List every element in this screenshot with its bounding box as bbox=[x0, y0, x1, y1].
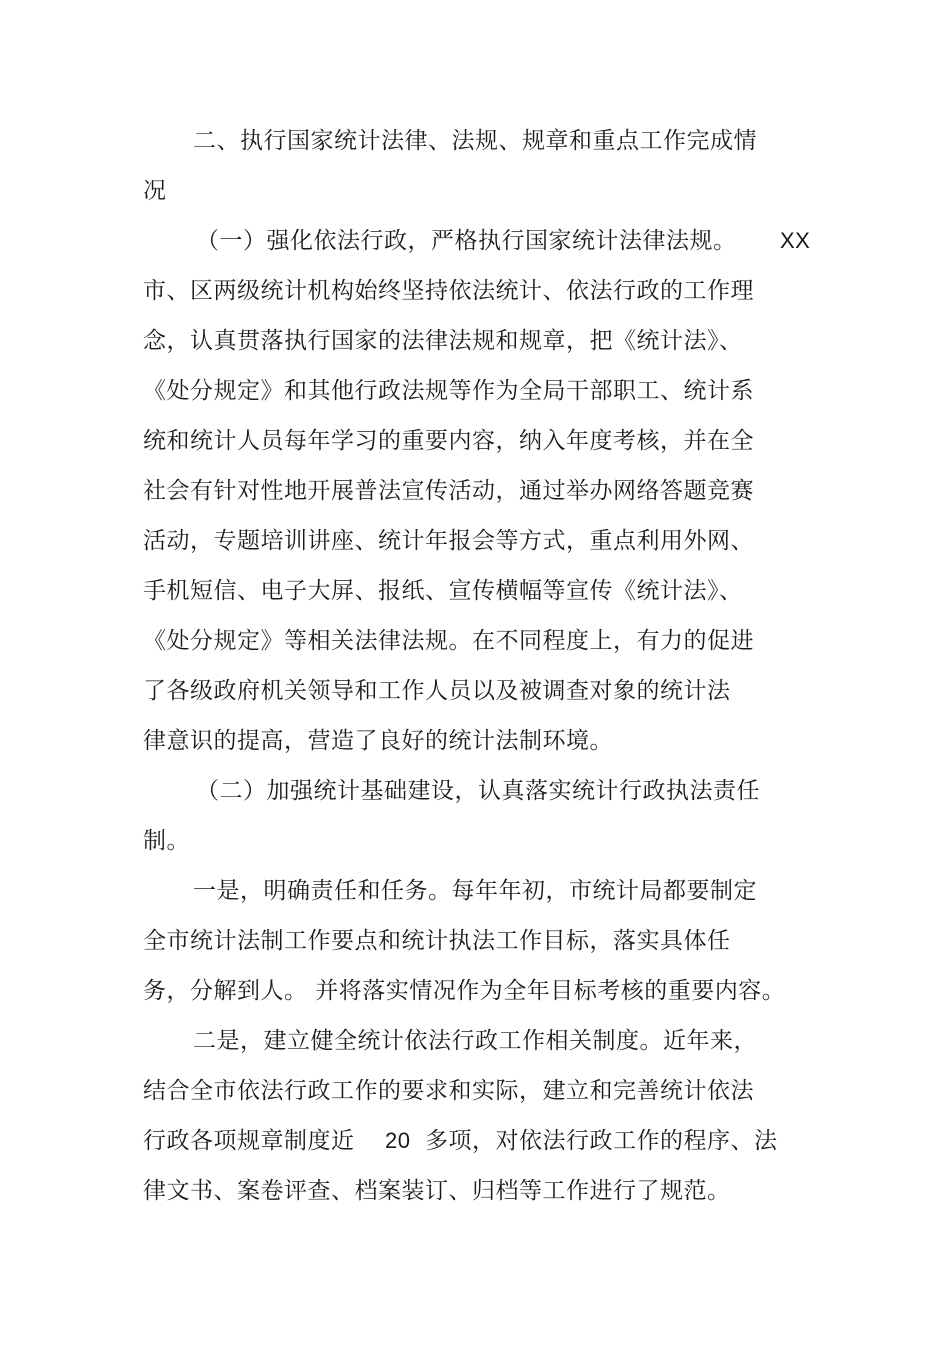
section-heading-2-cont: 况 bbox=[143, 178, 167, 204]
subheading-1: （一）强化依法行政，严格执行国家统计法律法规。 bbox=[196, 228, 737, 254]
paragraph-line: 手机短信、电子大屏、报纸、宣传横幅等宣传《统计法》、 bbox=[143, 578, 743, 604]
paragraph-line: 社会有针对性地开展普法宣传活动，通过举办网络答题竞赛 bbox=[143, 478, 754, 504]
paragraph-line: 二是，建立健全统计依法行政工作相关制度。近年来， bbox=[193, 1028, 757, 1054]
paragraph-line: 行政各项规章制度近 bbox=[143, 1128, 355, 1154]
paragraph-line: 活动，专题培训讲座、统计年报会等方式，重点利用外网、 bbox=[143, 528, 754, 554]
number-twenty: 20 bbox=[385, 1128, 411, 1153]
paragraph-line: 多项，对依法行政工作的程序、法 bbox=[425, 1128, 778, 1154]
paragraph-line: 了各级政府机关领导和工作人员以及被调查对象的统计法 bbox=[143, 678, 731, 704]
subheading-2-cont: 制。 bbox=[143, 828, 190, 854]
paragraph-line: 念，认真贯落执行国家的法律法规和规章，把《统计法》、 bbox=[143, 328, 743, 354]
paragraph-line: 全市统计法制工作要点和统计执法工作目标，落实具体任 bbox=[143, 928, 731, 954]
section-heading-2: 二、执行国家统计法律、法规、规章和重点工作完成情 bbox=[193, 128, 757, 154]
placeholder-xx: XX bbox=[780, 228, 811, 253]
paragraph-line: 《处分规定》等相关法律法规。在不同程度上，有力的促进 bbox=[143, 628, 754, 654]
paragraph-line: 《处分规定》和其他行政法规等作为全局干部职工、统计系 bbox=[143, 378, 754, 404]
paragraph-line: 结合全市依法行政工作的要求和实际，建立和完善统计依法 bbox=[143, 1078, 754, 1104]
paragraph-line: 市、区两级统计机构始终坚持依法统计、依法行政的工作理 bbox=[143, 278, 754, 304]
paragraph-line: 一是，明确责任和任务。每年年初，市统计局都要制定 bbox=[193, 878, 757, 904]
paragraph-line: 务，分解到人。 并将落实情况作为全年目标考核的重要内容。 bbox=[143, 978, 786, 1004]
paragraph-line: 律文书、案卷评查、档案装订、归档等工作进行了规范。 bbox=[143, 1178, 731, 1204]
subheading-2: （二）加强统计基础建设，认真落实统计行政执法责任 bbox=[196, 778, 760, 804]
paragraph-line: 统和统计人员每年学习的重要内容，纳入年度考核，并在全 bbox=[143, 428, 754, 454]
paragraph-line: 律意识的提高，营造了良好的统计法制环境。 bbox=[143, 728, 613, 754]
